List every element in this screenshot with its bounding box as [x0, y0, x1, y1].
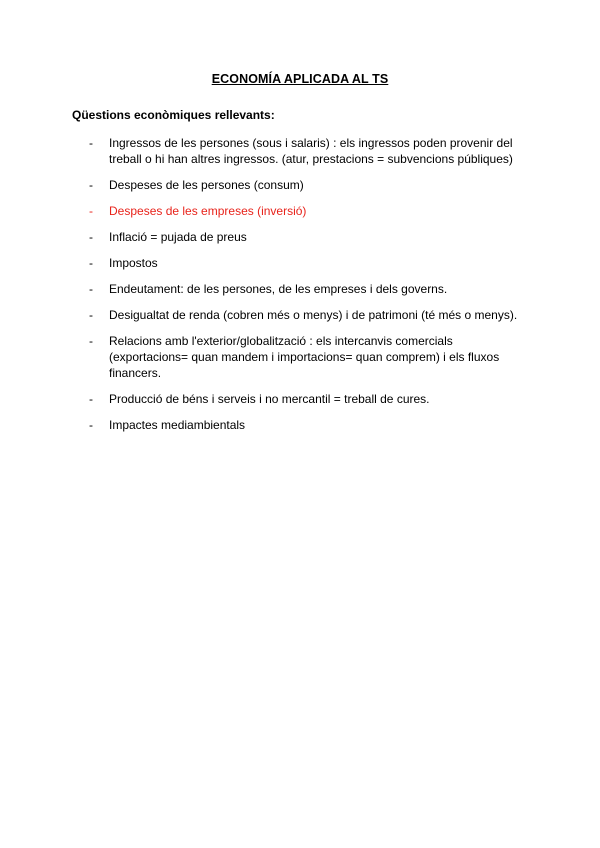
bullet-dash: - — [89, 256, 93, 270]
bullet-dash: - — [89, 418, 93, 432]
issues-list — [0, 135, 600, 443]
list-item — [0, 229, 600, 245]
list-item — [0, 307, 600, 323]
list-item-text: Impostos — [109, 256, 158, 270]
list-item — [0, 417, 600, 433]
bullet-dash: - — [89, 282, 93, 296]
list-item-highlighted — [0, 203, 600, 219]
list-item-text: Desigualtat de renda (cobren més o menys) i de patrimoni (té més o menys). — [109, 308, 518, 322]
list-item-text: Producció de béns i serveis i no mercantil = treball de cures. — [109, 392, 430, 406]
section-heading: Qüestions econòmiques rellevants: — [72, 108, 275, 122]
bullet-dash: - — [89, 334, 93, 348]
list-item — [0, 135, 600, 167]
bullet-dash: - — [89, 178, 93, 192]
list-item — [0, 177, 600, 193]
bullet-dash: - — [89, 392, 93, 406]
list-item — [0, 391, 600, 407]
list-item — [0, 333, 600, 381]
bullet-dash: - — [89, 204, 93, 218]
document-title: ECONOMÍA APLICADA AL TS — [211, 72, 389, 86]
list-item-text: Relacions amb l'exterior/globalització : els intercanvis comercials (exportacions= quan mandem i importacions= quan comprem) i els fluxos financers. — [109, 334, 500, 380]
list-item-text: Despeses de les empreses (inversió) — [109, 204, 307, 218]
list-item — [0, 281, 600, 297]
list-item-text: Impactes mediambientals — [109, 418, 246, 432]
list-item-text: Ingressos de les persones (sous i salaris) : els ingressos poden provenir del treball o hi han altres ingressos. (atur, prestacions = subvencions públiques) — [109, 136, 513, 166]
bullet-dash: - — [89, 230, 93, 244]
list-item-text: Endeutament: de les persones, de les empreses i dels governs. — [109, 282, 448, 296]
list-item-text: Inflació = pujada de preus — [109, 230, 247, 244]
bullet-dash: - — [89, 136, 93, 150]
list-item-text: Despeses de les persones (consum) — [109, 178, 304, 192]
list-item — [0, 255, 600, 271]
bullet-dash: - — [89, 308, 93, 322]
